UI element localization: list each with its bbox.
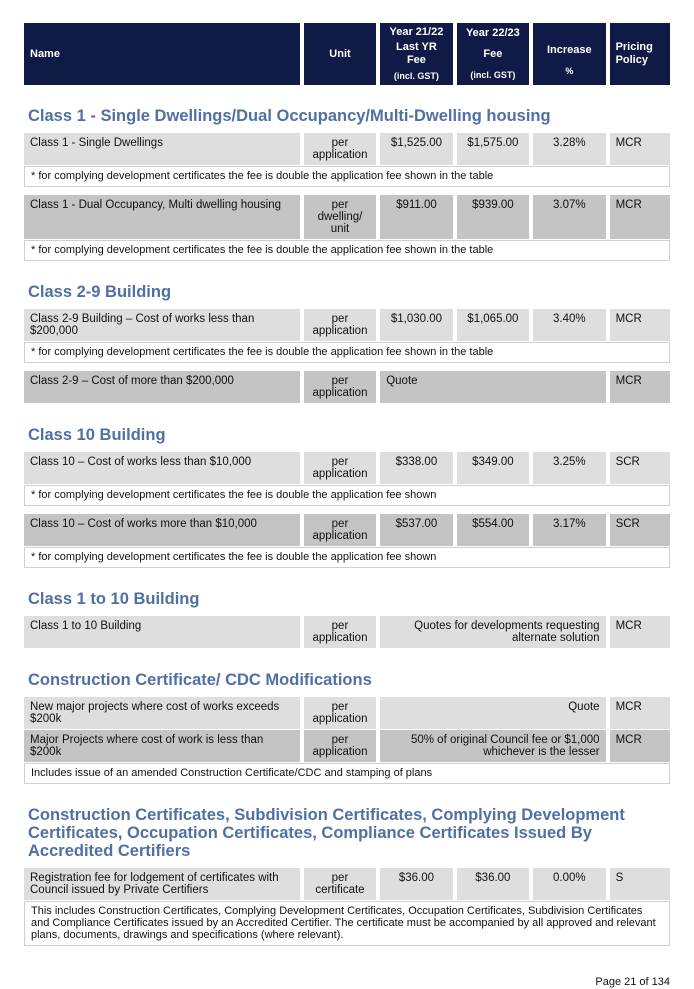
fee-pricing-policy: MCR: [610, 730, 670, 763]
fee-name: Class 1 - Dual Occupancy, Multi dwelling housing: [24, 195, 300, 240]
fee-increase: 3.40%: [533, 309, 605, 342]
header-this-year-gst: (incl. GST): [470, 69, 516, 80]
header-name: Name: [24, 23, 300, 85]
fee-name: Class 2-9 Building – Cost of works less than $200,000: [24, 309, 300, 342]
fee-this-year: $1,575.00: [457, 133, 529, 166]
section-gap: [24, 261, 670, 283]
section-title: Class 2-9 Building: [28, 283, 172, 301]
fee-note: * for complying development certificates the fee is double the application fee shown in the table: [24, 240, 670, 261]
fee-this-year: $1,065.00: [457, 309, 529, 342]
header-this-year-label: Fee: [483, 47, 503, 60]
fee-note-row: [24, 485, 670, 506]
fee-unit: per application: [304, 133, 376, 166]
section-gap: [24, 404, 670, 426]
fee-row: [24, 730, 670, 763]
fee-note-row: [24, 342, 670, 363]
fee-row: [24, 371, 670, 404]
fee-unit: per application: [304, 514, 376, 547]
section-heading-row: [24, 426, 670, 452]
fee-row: [24, 868, 670, 901]
fee-unit: per application: [304, 697, 376, 730]
header-last-year: [380, 23, 452, 85]
fee-quote: 50% of original Council fee or $1,000 whichever is the lesser: [380, 730, 605, 763]
fee-name: Class 1 to 10 Building: [24, 616, 300, 649]
fee-note-row: [24, 547, 670, 568]
fee-pricing-policy: SCR: [610, 514, 670, 547]
fee-note: * for complying development certificates the fee is double the application fee shown in the table: [24, 166, 670, 187]
fee-note-row: [24, 901, 670, 946]
fee-quote: Quotes for developments requesting alternate solution: [380, 616, 605, 649]
section-gap: [24, 784, 670, 806]
fee-increase: 3.17%: [533, 514, 605, 547]
fee-last-year: $537.00: [380, 514, 452, 547]
fee-pricing-policy: MCR: [610, 309, 670, 342]
fee-note: This includes Construction Certificates, Complying Development Certificates, Occupation Certificates, Subdivision Certificates and Compliance Certificates issued by an Accredited Certifier. The certificate must be accompanied by all approved and relevant plans, documents, drawings and specifications (where relevant).: [24, 901, 670, 946]
fee-note-row: [24, 240, 670, 261]
header-pricing-policy: Pricing Policy: [610, 23, 670, 85]
fee-name: Class 1 - Single Dwellings: [24, 133, 300, 166]
section-heading-row: [24, 283, 670, 309]
fee-unit: per application: [304, 616, 376, 649]
fee-name: Major Projects where cost of work is less than $200k: [24, 730, 300, 763]
fees-body: [24, 85, 670, 946]
page-number: Page 21 of 134: [595, 976, 670, 988]
fee-increase: 3.25%: [533, 452, 605, 485]
header-last-year-gst: (incl. GST): [393, 70, 439, 81]
header-row: [24, 23, 670, 85]
fee-this-year: $36.00: [457, 868, 529, 901]
fee-note: * for complying development certificates the fee is double the application fee shown: [24, 485, 670, 506]
fee-pricing-policy: SCR: [610, 452, 670, 485]
fees-table: [20, 23, 674, 946]
fee-this-year: $554.00: [457, 514, 529, 547]
row-gap: [24, 187, 670, 195]
fee-row: [24, 452, 670, 485]
fee-last-year: $338.00: [380, 452, 452, 485]
section-heading-row: [24, 671, 670, 697]
fee-note-row: [24, 166, 670, 187]
row-gap: [24, 506, 670, 514]
fee-unit: per application: [304, 730, 376, 763]
fee-last-year: $911.00: [380, 195, 452, 240]
header-this-year: [457, 23, 529, 85]
header-increase-label: Increase: [547, 44, 592, 56]
section-title: Class 1 - Single Dwellings/Dual Occupancy/Multi-Dwelling housing: [28, 107, 551, 125]
fee-row: [24, 616, 670, 649]
fee-note: Includes issue of an amended Construction Certificate/CDC and stamping of plans: [24, 763, 670, 784]
fee-name: New major projects where cost of works exceeds $200k: [24, 697, 300, 730]
section-gap: [24, 85, 670, 107]
fee-this-year: $939.00: [457, 195, 529, 240]
fee-increase: 3.07%: [533, 195, 605, 240]
section-heading-row: [24, 806, 670, 868]
fee-note: * for complying development certificates the fee is double the application fee shown: [24, 547, 670, 568]
fee-last-year: $1,525.00: [380, 133, 452, 166]
header-last-year-label: Last YR Fee: [396, 40, 437, 66]
fee-note: * for complying development certificates the fee is double the application fee shown in the table: [24, 342, 670, 363]
fee-row: [24, 195, 670, 240]
header-this-year-year: Year 22/23: [465, 26, 520, 39]
fee-unit: per application: [304, 371, 376, 404]
fee-quote: Quote: [380, 697, 605, 730]
row-gap: [24, 363, 670, 371]
fee-name: Class 2-9 – Cost of more than $200,000: [24, 371, 300, 404]
fees-page: [24, 23, 670, 946]
fee-row: [24, 309, 670, 342]
fee-unit: per application: [304, 309, 376, 342]
section-title: Construction Certificate/ CDC Modifications: [28, 671, 372, 689]
fee-unit: per application: [304, 452, 376, 485]
fee-row: [24, 514, 670, 547]
fee-quote: Quote: [380, 371, 605, 404]
fee-pricing-policy: S: [610, 868, 670, 901]
fee-pricing-policy: MCR: [610, 195, 670, 240]
section-title: Construction Certificates, Subdivision Certificates, Complying Development Certificates, Occupation Certificates, Compliance Certificates Issued By Accredited Certifiers: [28, 806, 625, 860]
fee-unit: per dwelling/ unit: [304, 195, 376, 240]
fee-row: [24, 133, 670, 166]
section-gap: [24, 568, 670, 590]
fee-unit: per certificate: [304, 868, 376, 901]
header-increase: [533, 23, 605, 85]
fee-last-year: $1,030.00: [380, 309, 452, 342]
fee-this-year: $349.00: [457, 452, 529, 485]
fee-row: [24, 697, 670, 730]
section-title: Class 10 Building: [28, 426, 166, 444]
fee-pricing-policy: MCR: [610, 371, 670, 404]
fee-name: Class 10 – Cost of works less than $10,000: [24, 452, 300, 485]
header-last-year-year: Year 21/22: [389, 25, 444, 38]
fee-note-row: [24, 763, 670, 784]
fee-pricing-policy: MCR: [610, 697, 670, 730]
fee-name: Class 10 – Cost of works more than $10,000: [24, 514, 300, 547]
fee-pricing-policy: MCR: [610, 133, 670, 166]
header-unit: Unit: [304, 23, 376, 85]
fee-last-year: $36.00: [380, 868, 452, 901]
section-heading-row: [24, 107, 670, 133]
fee-increase: 0.00%: [533, 868, 605, 901]
fee-increase: 3.28%: [533, 133, 605, 166]
header-increase-percent: %: [565, 66, 574, 76]
fee-pricing-policy: MCR: [610, 616, 670, 649]
fee-name: Registration fee for lodgement of certificates with Council issued by Private Certifiers: [24, 868, 300, 901]
section-title: Class 1 to 10 Building: [28, 590, 200, 608]
section-heading-row: [24, 590, 670, 616]
section-gap: [24, 649, 670, 671]
